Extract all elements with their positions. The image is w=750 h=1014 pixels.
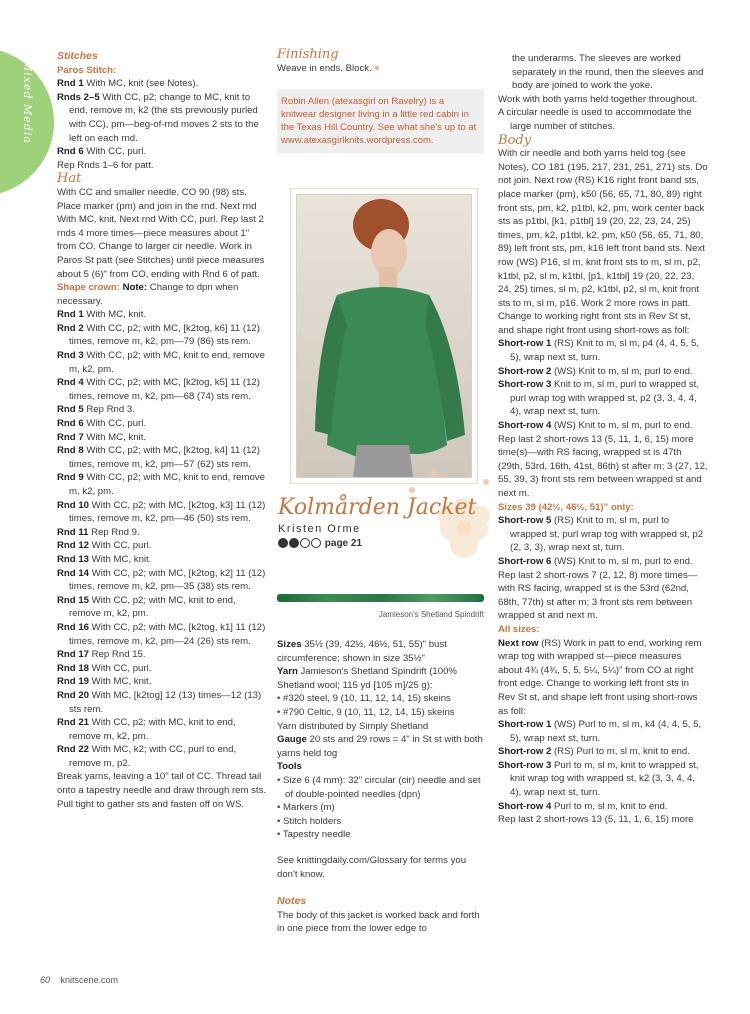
crown-step — [57, 431, 269, 445]
short-row-label: Short-row 2 — [498, 365, 552, 377]
difficulty-dot-empty-icon — [300, 538, 310, 548]
gauge-line — [277, 733, 484, 760]
crown-step-label: Rnd 12 — [57, 540, 89, 552]
crown-step-text: Rep Rnd 9. — [88, 526, 140, 538]
short-row-text: Knit to m, sl m, purl to wrapped st, purl wrap tog with wrapped st, p2 (3, 3, 4, 4, 4), wrap next st, turn. — [510, 379, 700, 418]
crown-step-text: With MC, [k2tog] 12 (13) times—12 (13) sts rem. — [69, 689, 262, 715]
tool-item-text: Markers (m) — [283, 802, 335, 814]
crown-step-label: Rnd 9 — [57, 472, 84, 484]
paros-heading: Paros Stitch: — [57, 64, 117, 76]
tools-list — [277, 774, 484, 842]
crown-step-label: Rnd 6 — [57, 418, 84, 430]
designer-bio: Robin Allen (atexasgirl on Ravelry) is a knitwear designer living in a little red cabin in the Texas Hill Country. See what she's up to at www.atexasgirlknits.wordpress.com. — [277, 89, 484, 153]
paros-step-label: Rnds 2–5 — [57, 91, 100, 103]
yarn-bullet-text: #790 Celtic, 9 (10, 11, 12, 14, 15) skeins — [283, 706, 455, 718]
paros-step-text: With CC, p2; change to MC, knit to end, remove m, k2 (the sts previously purled with CC), pm—beg-of-rnd moves 2 sts to the left on each rnd. — [69, 91, 259, 144]
sizes-line — [277, 638, 484, 665]
short-row-label: Short-row 2 — [498, 746, 552, 758]
crown-step-text: With MC, knit. — [83, 431, 147, 443]
site-url: knitscene.com — [60, 975, 119, 985]
model-illustration — [297, 195, 471, 477]
crown-step-label: Rnd 13 — [57, 553, 89, 565]
page-reference — [278, 538, 478, 549]
yarn-bullets — [277, 692, 484, 719]
crown-step — [57, 349, 269, 376]
short-row — [498, 378, 708, 419]
designer-name: Kristen Orme — [278, 523, 361, 535]
crown-step-text: Rep Rnd 15. — [89, 649, 146, 661]
pattern-title-block — [278, 496, 478, 549]
crown-step — [57, 594, 269, 621]
crown-step — [57, 662, 269, 676]
difficulty-dot-empty-icon — [311, 538, 321, 548]
crown-step-text: With CC, p2; with MC, [k2tog, k1] 11 (12) times, remove m, k2, pm—24 (26) sts rem. — [69, 621, 266, 647]
crown-step — [57, 716, 269, 743]
crown-step-label: Rnd 19 — [57, 676, 89, 688]
shape-crown-label: Shape crown: — [57, 282, 120, 294]
short-row-label: Short-row 4 — [498, 800, 552, 812]
gauge-text: 20 sts and 29 rows = 4" in St st with both yarns held tog — [277, 734, 483, 759]
crown-step — [57, 675, 269, 689]
tool-item: • Size 6 (4 mm): 32" circular (cir) needle and set of double-pointed needles (dpn) — [277, 774, 481, 800]
crown-step-text: With CC, p2; with MC, [k2tog, k3] 11 (12) times, remove m, k2, pm—46 (50) sts rem. — [69, 499, 266, 525]
short-rows-sizes — [498, 514, 708, 568]
crown-step-text: With CC, p2; with MC, knit to end, remove m, k2, pm. — [69, 594, 236, 620]
crown-step-label: Rnd 2 — [57, 322, 84, 334]
crown-step-text: With MC, knit. — [83, 309, 147, 321]
section-tab-label: Mixed Media — [21, 60, 34, 144]
short-row-label: Short-row 1 — [498, 338, 552, 350]
sizes-text: 35½ (39, 42½, 46½, 51, 55)" bust circumference; shown in size 35½" — [277, 639, 447, 664]
paros-step-text: With MC, knit (see Notes). — [83, 78, 199, 90]
crown-step-text: With CC, purl. — [83, 418, 147, 430]
pattern-title: Kolmården Jacket — [278, 495, 477, 520]
short-row-label: Short-row 3 — [498, 379, 552, 391]
crown-step-text: With CC, p2; with MC, knit to end, remove m, k2, pm. — [69, 717, 236, 742]
crown-step — [57, 444, 269, 471]
finishing-text-line — [277, 62, 484, 76]
tool-item-text: Stitch holders — [283, 815, 342, 827]
crown-step — [57, 648, 269, 662]
crown-step — [57, 526, 269, 540]
notes-2: Work with both yarns held together throughout. — [498, 93, 698, 105]
crown-step — [57, 471, 269, 498]
crown-step-text: With CC, purl. — [89, 540, 152, 552]
garment-photo — [296, 194, 472, 478]
yarn-bullet: • #320 steel, 9 (10, 11, 12, 14, 15) skeins — [277, 693, 451, 705]
short-row — [498, 759, 708, 800]
short-row-text: (WS) Purl to m, sl m, k4 (4, 4, 5, 5, 5), wrap next st, turn. — [510, 719, 702, 744]
shape-note-label: Note: — [122, 282, 148, 294]
crown-step-label: Rnd 14 — [57, 567, 89, 579]
short-row-text: (WS) Knit to m, sl m, purl to end. — [551, 420, 693, 432]
short-row-label: Short-row 1 — [498, 719, 552, 731]
glossary-note: See knittingdaily.com/Glossary for terms you don't know. — [277, 854, 467, 880]
crown-step — [57, 539, 269, 553]
yarn-bullet-text: #320 steel, 9 (10, 11, 12, 14, 15) skeins — [283, 693, 451, 705]
tool-item: • Stitch holders — [277, 815, 342, 827]
tool-item-text: Size 6 (4 mm): 32" circular (cir) needle and set of double-pointed needles (dpn) — [283, 774, 481, 800]
short-row — [498, 745, 708, 759]
crown-step-text: Rep Rnd 3. — [83, 404, 135, 416]
short-row-text: Purl to m, sl m, knit to wrapped st, knit wrap tog with wrapped st, k2 (3, 3, 4, 4, 4), wrap next st, turn. — [510, 759, 699, 799]
crown-step — [57, 567, 269, 594]
paros-repeat: Rep Rnds 1–6 for patt. — [57, 159, 154, 171]
crown-steps — [57, 308, 269, 770]
shape-crown — [57, 281, 269, 308]
crown-step-text: With CC, p2; with MC, [k2tog, k4] 11 (12) times, remove m, k2, pm—57 (62) sts rem. — [69, 445, 260, 470]
short-row-text: (RS) Knit to m, sl m, purl to wrapped st, purl wrap tog with wrapped st, p2 (2, 3, 3), wrap next st, turn. — [510, 515, 704, 554]
body-text: With cir needle and both yarns held tog (see Notes), CO 181 (195, 217, 231, 251, 271) sts. Do not join. Next row (RS) K16 right front band sts, place marker (pm), k50 (56, 65, 71, 80, 89) right front sts, pm, k2, p1tbl, k2, pm, work center back sts as p1tbl, [k1, p1tbl] 19 (20, 22, 23, 24, 25) times, pm, k2, p1tbl, k2, pm, k50 (56, 65, 71, 80, 89) left front sts, pm, k16 left front band sts. Next row (WS) P16, sl m, knit front sts to m, sl m, p2, k1tbl, p2, sl m, k1tbl, [p1, k1tbl] 19 (20, 22, 23, 24, 25) times, sl m, p2, k1tbl, p2, sl m, knit front sts to m, sl m, p16. Work 2 more rows in patt. Change to working right front sts in Rev St st, and shape right front using short-rows as foll: — [498, 148, 708, 336]
crown-step — [57, 621, 269, 648]
gauge-label: Gauge — [277, 734, 307, 746]
short-row — [498, 419, 708, 433]
hat-finish: Break yarns, leaving a 10" tail of CC. Thread tail onto a tapestry needle and draw through rem sts. Pull tight to gather sts and fasten off on WS. — [57, 771, 267, 810]
hat-intro: With CC and smaller needle, CO 90 (98) sts. Place marker (pm) and join in the rnd. Next rnd With MC, knit. Next rnd With CC, purl. Rep last 2 rnds 4 more times—piece measures about 1" from CO. Change to larger cir needle. Work in Paros St patt (see Stitches) until piece measures about 5 (6)" from CO, ending with Rnd 6 of patt. — [57, 186, 265, 280]
notes-heading: Notes — [277, 895, 307, 908]
yarn-text: Jamieson's Shetland Spindrift (100% Shetland wool; 115 yd [105 m]/25 g): — [277, 666, 457, 691]
all-sizes-label: All sizes: — [498, 623, 540, 635]
crown-step-text: With CC, p2; with MC, knit to end, remove m, k2, pm. — [69, 350, 265, 375]
crown-step — [57, 322, 269, 349]
short-row-label: Short-row 4 — [498, 420, 552, 432]
crown-step-label: Rnd 15 — [57, 594, 89, 606]
finishing-heading: Finishing — [277, 47, 339, 62]
crown-step-label: Rnd 4 — [57, 377, 84, 389]
tool-item-text: Tapestry needle — [282, 829, 351, 841]
short-row-text: Purl to m, sl m, knit to end. — [551, 800, 668, 812]
crown-step-label: Rnd 22 — [57, 744, 89, 756]
tool-item: • Tapestry needle — [277, 829, 351, 841]
short-row — [498, 555, 708, 569]
yarn-line — [277, 665, 484, 692]
yarn-distributor: Yarn distributed by Simply Shetland — [277, 720, 429, 732]
difficulty-dot-filled-icon — [278, 538, 288, 548]
crown-step — [57, 743, 269, 770]
crown-step-label: Rnd 7 — [57, 431, 84, 443]
crown-step-text: With CC, p2; with MC, knit to end, remove m, k2, pm. — [69, 472, 265, 497]
pattern-details — [277, 638, 484, 936]
short-row-label: Short-row 5 — [498, 515, 552, 527]
hat-heading: Hat — [57, 171, 82, 187]
repeat-a: Rep last 2 short-rows 13 (5, 11, 1, 6, 15) more time(s)—with RS facing, wrapped st is 47th (29th, 53rd, 16th, 41st, 86th) st after m; 3 (27, 12, 55, 39, 3) front sts rem between wrapped st and next m. — [498, 433, 708, 499]
crown-step-label: Rnd 1 — [57, 309, 84, 321]
short-rows-left — [498, 718, 708, 813]
tool-item: • Markers (m) — [277, 802, 335, 814]
crown-step-text: With CC, purl. — [89, 662, 152, 674]
heart-icon: ♥ — [374, 62, 380, 73]
repeat-c: Rep last 2 short-rows 13 (5, 11, 1, 6, 15) more — [498, 814, 694, 826]
crown-step-text: With CC, p2; with MC, [k2tog, k6] 11 (12) times, remove m, k2, pm—79 (86) sts rem. — [69, 322, 260, 348]
crown-step-label: Rnd 18 — [57, 662, 89, 674]
short-row — [498, 800, 708, 814]
crown-step — [57, 689, 269, 716]
short-row-text: (WS) Knit to m, sl m, purl to end. — [551, 555, 693, 567]
crown-step-text: With MC, knit. — [89, 553, 152, 565]
yarn-caption: Jamieson's Shetland Spindrift — [378, 610, 484, 619]
notes-3: A circular needle is used to accommodate the large number of stitches. — [498, 107, 692, 132]
yarn-label: Yarn — [277, 666, 298, 678]
short-row-label: Short-row 6 — [498, 555, 552, 567]
crown-step-label: Rnd 10 — [57, 499, 89, 511]
page-reference-text: page 21 — [324, 538, 363, 549]
paros-step — [57, 145, 269, 159]
crown-step-text: With CC, p2; with MC, [k2tog, k5] 11 (12) times, remove m, k2, pm—68 (74) sts rem. — [69, 377, 260, 402]
sizes-label: Sizes — [277, 639, 302, 650]
paros-step — [57, 77, 269, 91]
yarn-bullet: • #790 Celtic, 9 (10, 11, 12, 14, 15) skeins — [277, 706, 455, 718]
crown-step — [57, 376, 269, 403]
column-left — [57, 50, 269, 811]
paros-step — [57, 91, 269, 145]
next-row-text: (RS) Work in patt to end, working rem wrap tog with wrapped st—piece measures about 4¾ (4¾, 5, 5, 5¼, 5¼)" from CO at right front edge. Change to working left front sts in Rev St st, and shape left front using short-rows as foll: — [498, 637, 702, 717]
crown-step — [57, 403, 269, 417]
notes-continued: the underarms. The sleeves are worked separately in the round, then the sleeves and body are joined to work the yoke. — [512, 53, 704, 92]
crown-step — [57, 553, 269, 567]
short-rows-right — [498, 337, 708, 432]
crown-step-label: Rnd 8 — [57, 445, 84, 457]
next-row — [498, 637, 708, 719]
tools-label: Tools — [277, 761, 302, 773]
crown-step — [57, 499, 269, 526]
paros-steps — [57, 77, 269, 159]
crown-step-label: Rnd 20 — [57, 689, 89, 701]
crown-step — [57, 417, 269, 431]
page-footer — [40, 975, 118, 985]
short-row-text: (RS) Purl to m, sl m, knit to end. — [551, 746, 690, 758]
crown-step-text: With MC, k2; with CC, purl to end, remove m, p2. — [69, 744, 237, 769]
crown-step-label: Rnd 5 — [57, 404, 84, 416]
crown-step-text: With CC, p2; with MC, [k2tog, k2] 11 (12) times, remove m, k2, pm—35 (38) sts rem. — [69, 567, 266, 593]
paros-step-label: Rnd 6 — [57, 146, 84, 158]
short-row-text: (RS) Knit to m, sl m, p4 (4, 4, 5, 5, 5), wrap next st, turn. — [510, 338, 699, 364]
next-row-label: Next row — [498, 637, 539, 649]
crown-step-text: With MC, knit. — [89, 676, 152, 688]
finishing-text: Weave in ends. Block. — [277, 62, 372, 74]
crown-step-label: Rnd 17 — [57, 649, 89, 661]
repeat-b: Rep last 2 short-rows 7 (2, 12, 8) more times—with RS facing, wrapped st is the 53rd (62nd, 68th, 77th) st after m; 3 front sts rem between wrapped st and next m. — [498, 569, 698, 622]
crown-step-label: Rnd 11 — [57, 526, 89, 538]
short-row — [498, 365, 708, 379]
short-row — [498, 337, 708, 364]
crown-step-label: Rnd 21 — [57, 717, 89, 729]
short-row-text: (WS) Knit to m, sl m, purl to end. — [551, 365, 693, 377]
notes-text: The body of this jacket is worked back and forth in one piece from the lower edge to — [277, 909, 480, 935]
column-right — [498, 52, 708, 827]
crown-step-label: Rnd 16 — [57, 621, 89, 633]
crown-step — [57, 308, 269, 322]
yarn-swatch — [277, 594, 484, 602]
stitches-heading: Stitches — [57, 50, 98, 62]
difficulty-dot-filled-icon — [289, 538, 299, 548]
paros-step-label: Rnd 1 — [57, 78, 84, 90]
paros-step-text: With CC, purl. — [83, 146, 147, 158]
short-row — [498, 718, 708, 745]
shape-note: Change to dpn when necessary. — [57, 282, 239, 307]
short-row-label: Short-row 3 — [498, 759, 552, 771]
column-middle — [277, 47, 484, 159]
sizes-only-label: Sizes 39 (42½, 46½, 51)" only: — [498, 501, 634, 513]
crown-step-label: Rnd 3 — [57, 350, 84, 362]
body-heading: Body — [498, 132, 532, 148]
short-row — [498, 514, 708, 555]
page-number: 60 — [40, 975, 51, 985]
